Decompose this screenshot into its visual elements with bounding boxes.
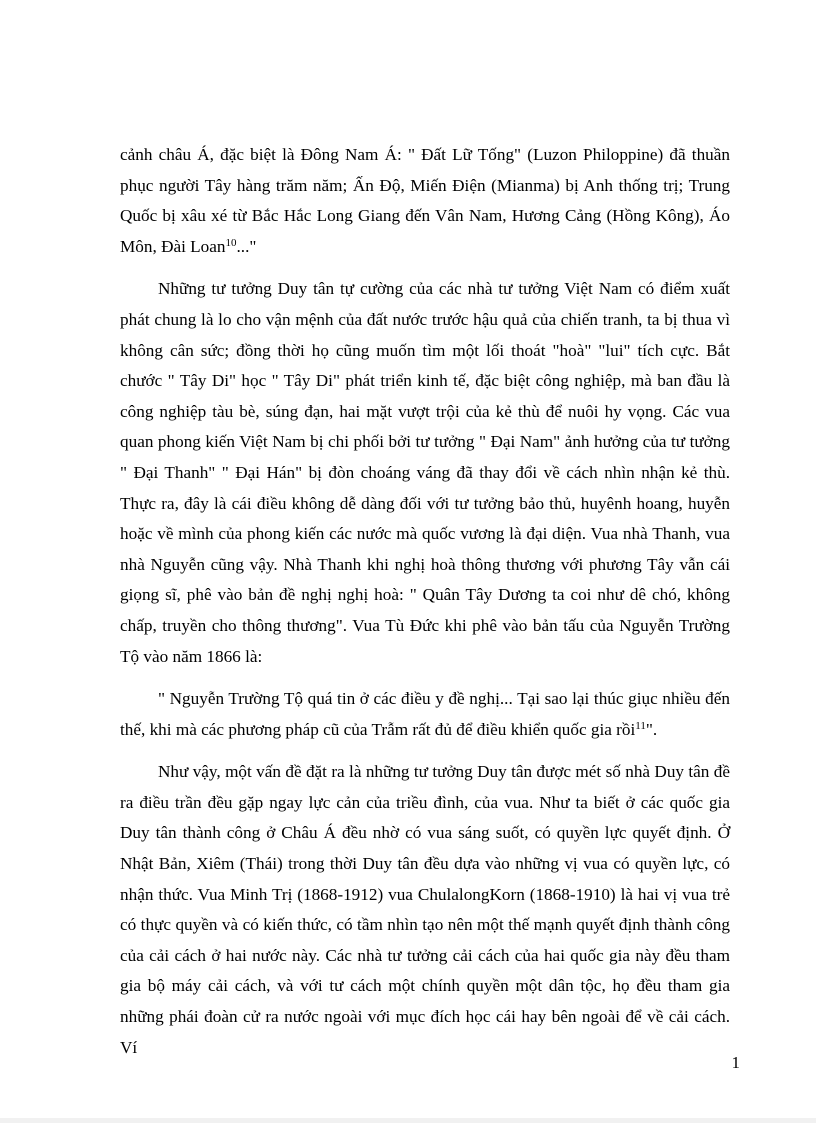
paragraph-1-text: cảnh châu Á, đặc biệt là Đông Nam Á: " Đất Lữ Tống" (Luzon Philoppine) đã thuần phục người Tây hàng trăm năm; Ấn Độ, Miến Điện (Mianma) bị Anh thống trị; Trung Quốc bị xâu xé từ Bắc Hắc Long Giang đến Vân Nam, Hương Cảng (Hồng Kông), Áo Môn, Đài Loan	[120, 145, 730, 256]
footnote-ref-11[interactable]: 11	[635, 719, 646, 732]
page-bottom-edge	[0, 1118, 816, 1123]
paragraph-1	[120, 140, 730, 262]
paragraph-1-end: ..."	[236, 236, 257, 256]
quote-text: " Nguyễn Trường Tộ quá tin ở các điều y đề nghị... Tại sao lại thúc giục nhiều đến thế, khi mà các phương pháp cũ của Trẫm rất đủ để điều khiển quốc gia rồi	[120, 689, 730, 739]
paragraph-2: Những tư tưởng Duy tân tự cường của các nhà tư tưởng Việt Nam có điểm xuất phát chung là lo cho vận mệnh của đất nước trước hậu quả của chiến tranh, ta bị thua vì không cân sức; đồng thời họ cũng muốn tìm một lối thoát "hoà" "lui" tích cực. Bắt chước " Tây Di" học " Tây Di" phát triển kinh tế, đặc biệt công nghiệp, mà ban đầu là công nghiệp tàu bè, súng đạn, hai mặt vượt trội của kẻ thù để nuôi hy vọng. Các vua quan phong kiến Việt Nam bị chi phối bởi tư tưởng " Đại Nam" ảnh hưởng của tư tưởng " Đại Thanh" " Đại Hán" bị đòn choáng váng đã thay đổi về cách nhìn nhận kẻ thù. Thực ra, đây là cái điều không dễ dàng đối với tư tưởng bảo thủ, huyênh hoang, huyễn hoặc về mình của phong kiến các nước mà quốc vương là đại diện. Vua nhà Thanh, vua nhà Nguyễn cũng vậy. Nhà Thanh khi nghị hoà thông thương với phương Tây vẫn cái giọng sĩ, phê vào bản đề nghị nghị hoà: " Quân Tây Dương ta coi như dê chó, không chấp, truyền cho thông thương". Vua Tù Đức khi phê vào bản tấu của Nguyễn Trường Tộ vào năm 1866 là:	[120, 279, 730, 666]
page-number: 1	[731, 1053, 740, 1072]
paragraph-4: Như vậy, một vấn đề đặt ra là những tư tưởng Duy tân được mét số nhà Duy tân đề ra điều trần đều gặp ngay lực cản của triều đình, của vua. Như ta biết ở các quốc gia Duy tân thành công ở Châu Á đều nhờ có vua sáng suốt, có quyền lực quyết định. Ở Nhật Bản, Xiêm (Thái) trong thời Duy tân đều dựa vào những vị vua có quyền lực, có nhận thức. Vua Minh Trị (1868-1912) vua ChulalongKorn (1868-1910) là hai vị vua trẻ có thực quyền và có kiến thức, có tầm nhìn tạo nên một thế mạnh quyết định thành công của cải cách ở hai nước này. Các nhà tư tưởng cải cách của hai quốc gia này đều tham gia bộ máy cải cách, và với tư cách một chính quyền một dân tộc, họ đều tham gia những phái đoàn cử ra nước ngoài với mục đích học cái hay bên ngoài để về cải cách. Ví	[120, 762, 730, 1057]
footnote-ref-10[interactable]: 10	[225, 236, 237, 249]
quote-end: ".	[645, 719, 658, 739]
quote-paragraph	[120, 684, 730, 745]
body-text	[120, 140, 730, 1075]
